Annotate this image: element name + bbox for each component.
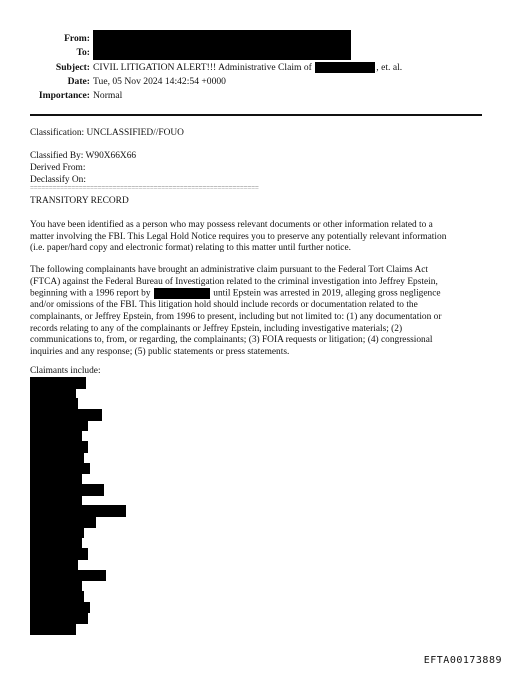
paragraph-line: inquiries and any response; (5) public statements or press statements. xyxy=(30,346,290,357)
arrest-text: until Epstein was arrested in 2019, alleging gross negligence xyxy=(213,288,441,299)
subject-prefix: CIVIL LITIGATION ALERT!!! Administrative Claim of xyxy=(93,62,312,73)
subject-label: Subject: xyxy=(55,62,90,73)
paragraph-line: The following complainants have brought an administrative claim pursuant to the Federal Tort Claims Act xyxy=(30,265,429,275)
paragraph-line: You have been identified as a person who may possess relevant documents or other information related to a xyxy=(30,220,433,230)
paragraph-line: (i.e. paper/hard copy and electronic format) relating to this matter until further notice. xyxy=(30,243,351,254)
header-divider-line xyxy=(30,114,482,116)
claimants-label: Claimants include: xyxy=(30,366,101,376)
subject-suffix: , et. al. xyxy=(376,62,403,73)
reporter-redaction xyxy=(154,288,210,299)
classification: Classification: UNCLASSIFIED//FOUO xyxy=(30,128,184,138)
paragraph-line: matter involving the FBI. This Legal Hold Notice requires you to preserve any potentially relevant information xyxy=(30,231,447,242)
subject-value xyxy=(93,62,402,74)
legal-hold-paragraph xyxy=(30,220,482,255)
subject-redaction xyxy=(315,62,375,73)
paragraph-line: complainants, or Jeffrey Epstein, from 1996 to present, including but not limited to: (1) any documentation or xyxy=(30,312,442,323)
from-label: From: xyxy=(64,33,90,44)
to-label: To: xyxy=(76,47,90,58)
classified-by: Classified By: W90X66X66 xyxy=(30,151,137,161)
record-type: TRANSITORY RECORD xyxy=(30,196,129,206)
paragraph-line: records relating to any of the complainants or Jeffrey Epstein, including investigative materials; (2) xyxy=(30,323,403,334)
equals-divider: ============================================================= xyxy=(30,184,259,192)
date-label: Date: xyxy=(67,76,90,87)
from-redaction xyxy=(93,30,351,46)
importance-label: Importance: xyxy=(38,90,90,101)
complainants-paragraph xyxy=(30,265,482,358)
report-by-text: beginning with a 1996 report by xyxy=(30,288,151,299)
declassify-on: Declassify On: xyxy=(30,175,86,185)
date-value: Tue, 05 Nov 2024 14:42:54 +0000 xyxy=(93,76,226,87)
document-id: EFTA00173889 xyxy=(423,655,502,666)
claimant-redaction xyxy=(30,623,76,635)
paragraph-line: communications to, from, or regarding, the complainants; (3) FOIA requests or litigation; (4) congressional xyxy=(30,335,433,346)
to-redaction xyxy=(93,46,351,60)
derived-from: Derived From: xyxy=(30,163,86,173)
paragraph-line xyxy=(30,288,482,300)
importance-value: Normal xyxy=(93,90,123,101)
paragraph-line: (FTCA) against the Federal Bureau of Investigation related to the criminal investigation into Jeffrey Epstein, xyxy=(30,276,438,287)
paragraph-line: and/or omissions of the FBI. This litigation hold should include records or documentation related to the xyxy=(30,300,418,311)
